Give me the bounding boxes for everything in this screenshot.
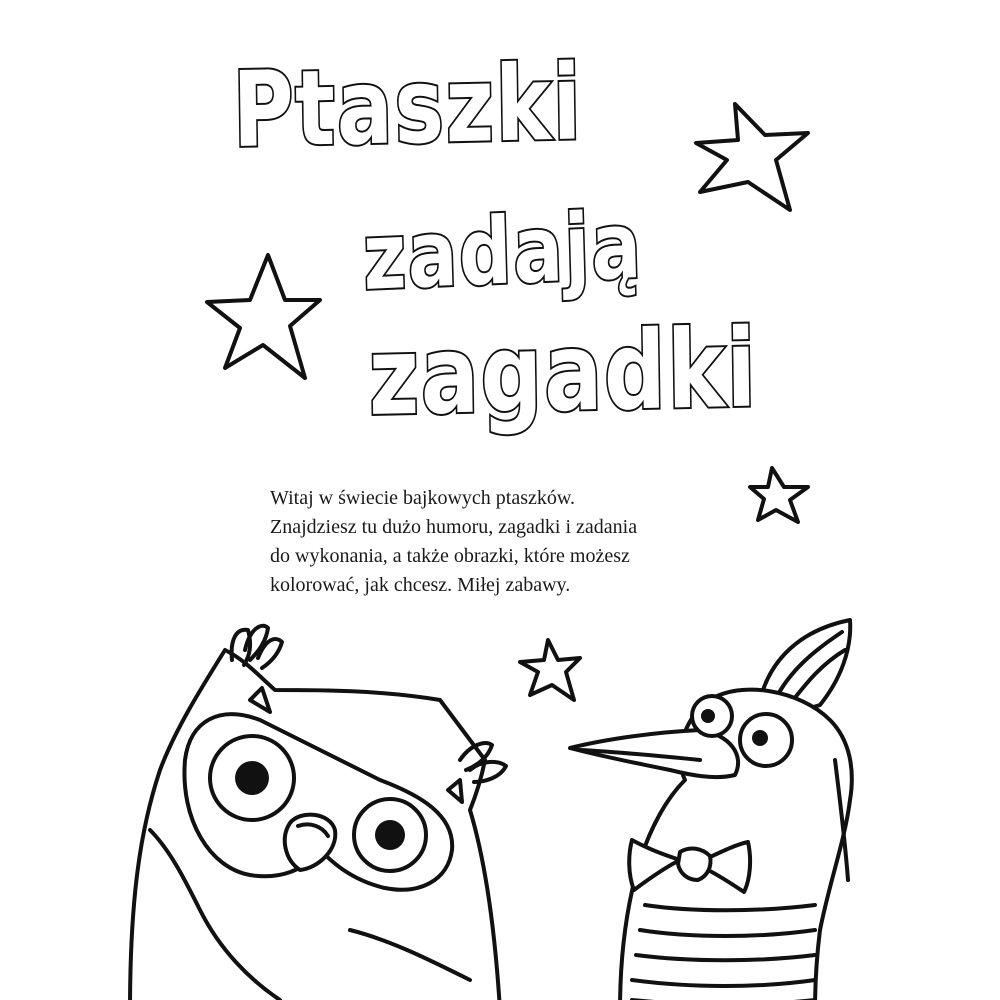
intro-line-2: Znajdziesz tu dużo humoru, zagadki i zadania: [270, 516, 638, 538]
intro-line-3: do wykonania, a także obrazki, które możesz: [270, 545, 630, 567]
title-line-2: zadają: [361, 191, 644, 311]
star-icon: [696, 104, 808, 210]
intro-line-1: Witaj w świecie bajkowych ptaszków.: [270, 487, 576, 509]
star-icon: [750, 468, 808, 522]
intro-paragraph: [270, 484, 638, 600]
intro-line-4: kolorować, jak chcesz. Miłej zabawy.: [270, 574, 571, 596]
title-line-1: Ptaszki: [231, 41, 584, 171]
title-line-3: zagadki: [367, 306, 759, 440]
star-icon: [520, 640, 580, 700]
star-icon: [207, 255, 320, 378]
woodpecker-icon: [570, 620, 852, 1000]
owl-icon: [130, 626, 506, 1000]
bow-tie-icon: [629, 840, 750, 892]
